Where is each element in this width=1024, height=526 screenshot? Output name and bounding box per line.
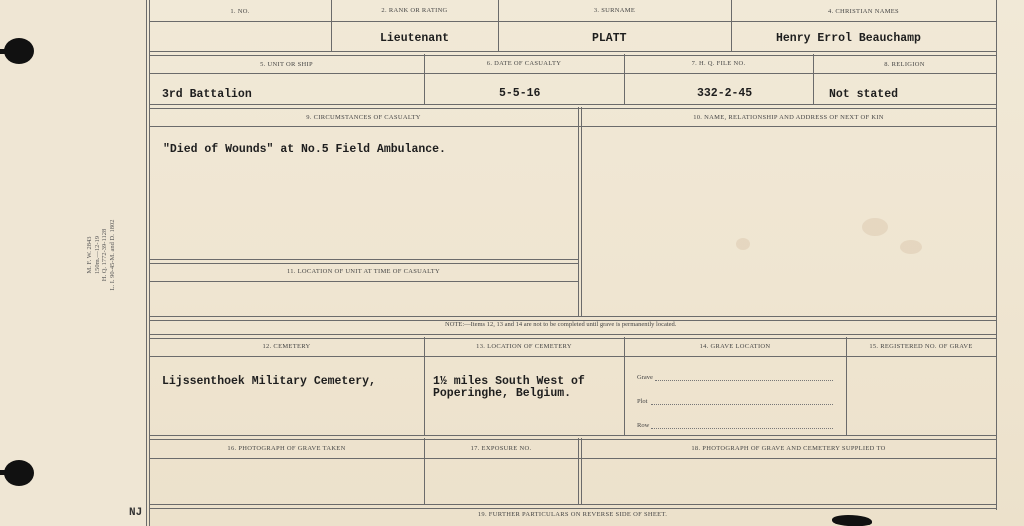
- grave-dotline: [655, 380, 833, 381]
- filing-initials: NJ: [129, 507, 143, 519]
- label-no: 1. NO.: [230, 8, 250, 15]
- rule-double: [149, 104, 996, 109]
- paper-stain: [862, 218, 888, 236]
- label-unit: 5. UNIT OR SHIP: [260, 61, 313, 68]
- rule: [149, 21, 996, 22]
- label-exposure: 17. EXPOSURE NO.: [470, 445, 532, 452]
- rule: [578, 438, 579, 504]
- frame-right: [996, 0, 997, 510]
- cemetery-value: Lijssenthoek Military Cemetery,: [162, 375, 376, 388]
- hq-file-value: 332-2-45: [697, 87, 753, 100]
- rule-double: [149, 259, 578, 264]
- punch-tab-top: [0, 49, 12, 54]
- plot-label: Plot: [637, 398, 648, 405]
- punch-tab-bottom: [0, 470, 12, 475]
- label-further-particulars: 19. FURTHER PARTICULARS ON REVERSE SIDE OF SHEET.: [477, 511, 668, 518]
- religion-value: Not stated: [829, 88, 899, 101]
- label-christian-names: 4. CHRISTIAN NAMES: [828, 8, 899, 15]
- rule-double: [149, 504, 996, 509]
- label-location-cemetery: 13. LOCATION OF CEMETERY: [476, 343, 572, 350]
- label-hq-file: 7. H. Q. FILE NO.: [691, 60, 746, 67]
- circumstances-value: "Died of Wounds" at No.5 Field Ambulance.: [163, 143, 446, 156]
- christian-names-value: Henry Errol Beauchamp: [776, 32, 921, 45]
- label-photo-taken: 16. PHOTOGRAPH OF GRAVE TAKEN: [227, 445, 346, 452]
- rule: [149, 73, 996, 74]
- unit-value: 3rd Battalion: [162, 88, 252, 101]
- rule: [149, 458, 996, 459]
- label-grave-location: 14. GRAVE LOCATION: [699, 343, 771, 350]
- printer-imprint: [86, 210, 166, 300]
- rule: [578, 107, 579, 316]
- surname-value: PLATT: [592, 32, 627, 45]
- location-cemetery-line1: 1½ miles South West of: [433, 375, 585, 388]
- rule: [149, 281, 578, 282]
- rule-double: [149, 51, 996, 56]
- label-registered-no: 15. REGISTERED NO. OF GRAVE: [869, 343, 973, 350]
- rule: [424, 337, 425, 435]
- imprint-line: M. F. W. 2843: [86, 236, 93, 274]
- row-dotline: [651, 428, 833, 429]
- rule: [149, 126, 996, 127]
- rank-value: Lieutenant: [380, 32, 450, 45]
- label-next-of-kin: 10. NAME, RELATIONSHIP AND ADDRESS OF NEXT OF KIN: [693, 114, 884, 121]
- label-surname: 3. SURNAME: [593, 7, 636, 14]
- label-date-casualty: 6. DATE OF CASUALTY: [486, 60, 562, 67]
- label-rank: 2. RANK OR RATING: [381, 7, 448, 14]
- label-location-unit: 11. LOCATION OF UNIT AT TIME OF CASUALTY: [286, 268, 441, 275]
- rule: [624, 337, 625, 435]
- frame-left: [146, 0, 147, 526]
- label-photo-supplied: 18. PHOTOGRAPH OF GRAVE AND CEMETERY SUPPLIED TO: [691, 445, 886, 452]
- label-religion: 8. RELIGION: [884, 61, 925, 68]
- label-cemetery: 12. CEMETERY: [262, 343, 311, 350]
- rule: [581, 107, 582, 316]
- date-casualty-value: 5-5-16: [499, 87, 541, 100]
- paper-stain: [900, 240, 922, 254]
- rule-double: [149, 435, 996, 440]
- note-text: NOTE:—Items 12, 13 and 14 are not to be completed until grave is permanently located.: [445, 321, 677, 328]
- plot-dotline: [651, 404, 833, 405]
- location-cemetery-line2: Poperinghe, Belgium.: [433, 387, 572, 400]
- imprint-line: L. I. 90-45-M. and D. 1802: [108, 219, 116, 291]
- paper-stain: [736, 238, 750, 250]
- rule-double: [149, 334, 996, 339]
- rule: [846, 337, 847, 435]
- grave-label: Grave: [637, 374, 653, 381]
- label-circumstances: 9. CIRCUMSTANCES OF CASUALTY: [306, 114, 421, 121]
- imprint-line: H. Q. 1772-39-1128: [101, 228, 108, 282]
- rule: [149, 356, 996, 357]
- imprint-line: 150m.—12-19: [93, 235, 101, 275]
- row-label: Row: [637, 422, 650, 429]
